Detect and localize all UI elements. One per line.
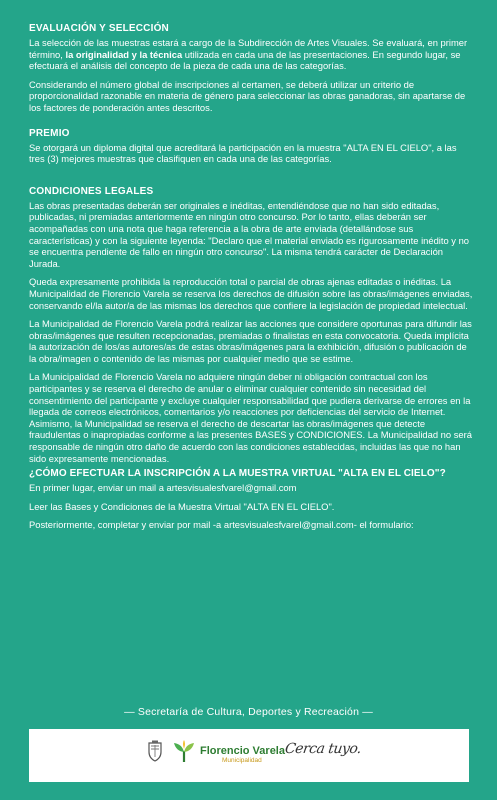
- evaluacion-bold-text: la originalidad y la técnica: [65, 48, 183, 60]
- evaluacion-paragraph-1: [29, 37, 473, 72]
- document-body: [29, 22, 473, 538]
- inscripcion-step-2: Leer las Bases y Condiciones de la Muestra Virtual "ALTA EN EL CIELO".: [29, 500, 335, 512]
- florencio-varela-sprout-icon: [171, 740, 197, 769]
- evaluacion-paragraph-2: Considerando el número global de inscripciones al certamen, se deberá utilizar un criterio de proporcionalidad razonable en materia de género para seleccionar las obras ganadoras, sin apartarse de los factores de ponderación antes descritos.: [29, 78, 466, 113]
- condiciones-paragraph-1: Las obras presentadas deberán ser originales e inéditas, entendiéndose que no han sido editadas, publicadas, ni premiadas anteriormente en ningún otro concurso. Por lo tanto, ellas deberán ser acompañadas con una nota que haga referencia a la obra de arte enviada (detallándose sus características) y con la siguiente leyenda: "Declaro que el material enviado es rigurosamente inédito y no se encuentra pendiente de fallo en ningún otro concurso". La misma tendrá carácter de Declaración Jurada.: [29, 199, 470, 269]
- florencio-varela-wordmark: [200, 745, 285, 764]
- premio-paragraph: Se otorgará un diploma digital que acreditará la participación en la muestra "ALTA EN EL CIELO", a las tres (3) mejores muestras que clasifiquen en cada una de las categorías.: [29, 141, 457, 165]
- footer-logo-bar: [29, 729, 469, 782]
- condiciones-paragraph-3: La Municipalidad de Florencio Varela podrá realizar las acciones que considere oportunas para difundir las obras/imágenes que resulten recepcionadas, premiadas o finalistas en esta convocatoria. Queda implícita la autorización de los/as autores/as de estas obras/imágenes para la exhibición, difusión o publicación de la obra/imagen o contenido de las mismas por cualquier medio que se estime.: [29, 318, 472, 364]
- section-condiciones: [29, 185, 473, 464]
- inscripcion-step-3: Posteriormente, completar y enviar por mail -a artesvisualesfvarel@gmail.com- el formulario:: [29, 519, 414, 531]
- inscripcion-step-1: En primer lugar, enviar un mail a artesvisualesfvarel@gmail.com: [29, 482, 297, 494]
- evaluacion-text-c: utilizada en cada una de las presentaciones. En segundo lugar, se efectuará el análisis del concepto de la pieza de cada una de las categorías.: [29, 48, 461, 72]
- section-heading-premio: PREMIO: [29, 127, 70, 139]
- slogan-signature: Cerca tuyo.: [283, 741, 363, 757]
- section-premio: [29, 127, 473, 165]
- florencio-varela-logo: [171, 740, 285, 769]
- inscripcion-question: ¿CÓMO EFECTUAR LA INSCRIPCIÓN A LA MUESTRA VIRTUAL "ALTA EN EL CIELO"?: [29, 468, 446, 480]
- brand-name: Florencio Varela: [200, 745, 285, 757]
- condiciones-paragraph-2: Queda expresamente prohibida la reproducción total o parcial de obras ajenas editadas o inéditas. La Municipalidad de Florencio Varela se reserva los derechos de difusión sobre las obras/imágenes enviadas, conservando el/la autor/a de las mismas los derechos que confiere la legislación de propiedad intelectual.: [29, 276, 473, 311]
- section-evaluacion: [29, 22, 473, 114]
- evaluacion-text-a: La selección de las muestras estará a cargo de la Subdirección de Artes Visuales. Se evaluará, en primer término,: [29, 37, 468, 60]
- section-heading-evaluacion: EVALUACIÓN Y SELECCIÓN: [29, 23, 169, 34]
- municipal-crest-icon: [147, 740, 163, 767]
- section-heading-condiciones: CONDICIONES LEGALES: [29, 185, 154, 197]
- section-inscripcion: [29, 468, 473, 531]
- condiciones-paragraph-4: La Municipalidad de Florencio Varela no adquiere ningún deber ni obligación contractual con los participantes y se reserva el derecho de anular o eliminar cualquier contenido sin necesidad del consentimiento del participante y excluye cualquier responsabilidad que pudiera derivarse de errores en la llegada de correos electrónicos, comentarios y/o reacciones por deficiencias del servicio de Internet. Asimismo, la Municipalidad se reserva el derecho de descartar las obras/imágenes que detecte fraudulentas o inapropiadas conforme a las presentes BASES y CONDICIONES. La Municipalidad no será responsable de ningún otro daño de acuerdo con las condiciones establecidas, incluidas las que no han sido expresamente mencionadas.: [29, 371, 472, 464]
- secretaria-credit: — Secretaría de Cultura, Deportes y Recreación —: [124, 706, 373, 718]
- brand-subtitle: Municipalidad: [222, 757, 262, 764]
